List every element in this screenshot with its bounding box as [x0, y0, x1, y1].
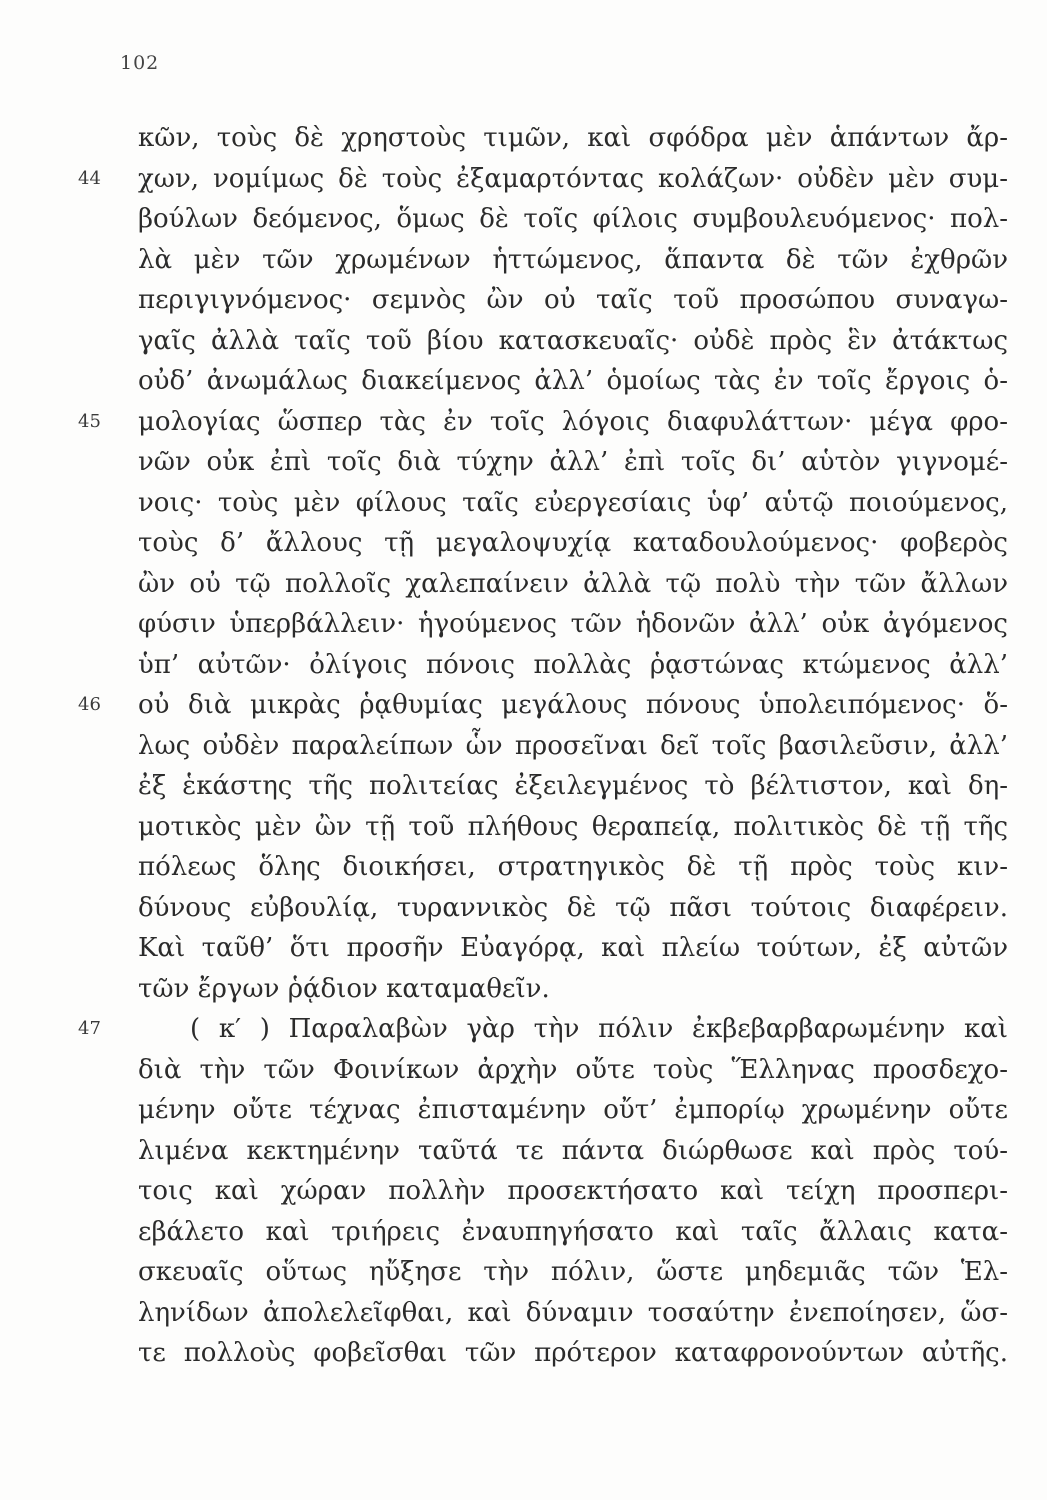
line-text: περιγιγνόμενος· σεμνὸς ὢν οὐ ταῖς τοῦ προσώπου συναγω- — [138, 285, 1008, 315]
line-text: χων, νομίμως δὲ τοὺς ἐξαμαρτόντας κολάζων· οὐδὲν μὲν συμ- — [138, 163, 1008, 194]
line-text: τοις καὶ χώραν πολλὴν προσεκτήσατο καὶ τείχη προσπερι- — [138, 1176, 1008, 1206]
section-number: 44 — [78, 167, 101, 189]
line-text: δύνους εὐβουλίᾳ, τυραννικὸς δὲ τῷ πᾶσι τούτοις διαφέρειν. — [138, 892, 1008, 923]
page-number: 102 — [120, 52, 160, 74]
text-line — [78, 888, 1008, 929]
text-line — [78, 969, 1008, 1010]
text-line — [78, 928, 1008, 969]
line-text: μοτικὸς μὲν ὢν τῇ τοῦ πλήθους θεραπείᾳ, πολιτικὸς δὲ τῇ τῆς — [138, 811, 1008, 842]
line-text: νῶν οὐκ ἐπὶ τοῖς διὰ τύχην ἀλλ’ ἐπὶ τοῖς δι’ αὑτὸν γιγνομέ- — [138, 447, 1008, 477]
text-line — [78, 199, 1008, 240]
line-text: ἐξ ἑκάστης τῆς πολιτείας ἐξειλεγμένος τὸ βέλτιστον, καὶ δη- — [138, 771, 1008, 801]
text-line — [78, 645, 1008, 686]
text-line — [78, 321, 1008, 362]
greek-text-body — [78, 118, 1008, 1374]
line-text: οὐδ’ ἀνωμάλως διακείμενος ἀλλ’ ὁμοίως τὰς ἐν τοῖς ἔργοις ὁ- — [138, 366, 1008, 396]
line-text: λιμένα κεκτημένην ταῦτά τε πάντα διώρθωσε καὶ πρὸς τού- — [138, 1135, 1008, 1166]
line-text: φύσιν ὑπερβάλλειν· ἡγούμενος τῶν ἡδονῶν ἀλλ’ οὐκ ἀγόμενος — [138, 609, 1008, 639]
line-text: εβάλετο καὶ τριήρεις ἐναυπηγήσατο καὶ ταῖς ἄλλαις κατα- — [138, 1216, 1008, 1247]
text-line — [78, 442, 1008, 483]
line-text: ( κ′ ) Παραλαβὼν γὰρ τὴν πόλιν ἐκβεβαρβαρωμένην καὶ — [190, 1014, 1008, 1044]
text-line — [78, 523, 1008, 564]
text-line — [78, 280, 1008, 321]
line-text: ὑπ’ αὐτῶν· ὀλίγοις πόνοις πολλὰς ῥᾳστώνας κτώμενος ἀλλ’ — [138, 649, 1008, 680]
text-line — [78, 766, 1008, 807]
section-number: 45 — [78, 410, 101, 432]
text-line — [78, 1050, 1008, 1091]
line-text: ληνίδων ἀπολελεῖφθαι, καὶ δύναμιν τοσαύτην ἐνεποίησεν, ὥσ- — [138, 1297, 1008, 1328]
text-line — [78, 1293, 1008, 1334]
line-text: ὢν οὐ τῷ πολλοῖς χαλεπαίνειν ἀλλὰ τῷ πολὺ τὴν τῶν ἄλλων — [138, 568, 1008, 599]
line-text: μολογίας ὥσπερ τὰς ἐν τοῖς λόγοις διαφυλάττων· μέγα φρο- — [138, 406, 1008, 437]
text-line — [78, 564, 1008, 605]
text-line — [78, 483, 1008, 524]
line-text: διὰ τὴν τῶν Φοινίκων ἀρχὴν οὔτε τοὺς Ἕλληνας προσδεχο- — [138, 1054, 1008, 1085]
line-text: πόλεως ὅλης διοικήσει, στρατηγικὸς δὲ τῇ πρὸς τοὺς κιν- — [138, 852, 1008, 882]
line-text: λως οὐδὲν παραλείπων ὧν προσεῖναι δεῖ τοῖς βασιλεῦσιν, ἀλλ’ — [138, 730, 1008, 761]
section-number: 47 — [78, 1018, 101, 1039]
line-text: βούλων δεόμενος, ὅμως δὲ τοῖς φίλοις συμβουλευόμενος· πολ- — [138, 204, 1008, 234]
line-text: σκευαῖς οὕτως ηὔξησε τὴν πόλιν, ὥστε μηδεμιᾶς τῶν Ἑλ- — [138, 1257, 1008, 1287]
text-line — [78, 1131, 1008, 1172]
line-text: γαῖς ἀλλὰ ταῖς τοῦ βίου κατασκευαῖς· οὐδὲ πρὸς ἓν ἀτάκτως — [138, 325, 1008, 356]
text-line — [78, 1009, 1008, 1050]
text-line — [78, 726, 1008, 767]
section-number: 46 — [78, 694, 101, 715]
line-text: τῶν ἔργων ῥᾴδιον καταμαθεῖν. — [138, 973, 550, 1004]
line-text: λὰ μὲν τῶν χρωμένων ἡττώμενος, ἅπαντα δὲ τῶν ἐχθρῶν — [138, 244, 1008, 275]
text-line — [78, 361, 1008, 402]
line-text: μένην οὔτε τέχνας ἐπισταμένην οὔτ’ ἐμπορίῳ χρωμένην οὔτε — [138, 1095, 1008, 1125]
text-line — [78, 807, 1008, 848]
text-line — [78, 1171, 1008, 1212]
line-text: νοις· τοὺς μὲν φίλους ταῖς εὐεργεσίαις ὑφ’ αὑτῷ ποιούμενος, — [138, 487, 1008, 518]
text-line — [78, 118, 1008, 159]
text-line — [78, 1090, 1008, 1131]
line-text: οὐ διὰ μικρὰς ῥᾳθυμίας μεγάλους πόνους ὑπολειπόμενος· ὅ- — [138, 690, 1008, 720]
text-line — [78, 1333, 1008, 1374]
text-line — [78, 240, 1008, 281]
text-line — [78, 1252, 1008, 1293]
line-text: κῶν, τοὺς δὲ χρηστοὺς τιμῶν, καὶ σφόδρα μὲν ἁπάντων ἄρ- — [138, 123, 1008, 153]
text-line — [78, 604, 1008, 645]
text-line — [78, 159, 1008, 200]
text-line — [78, 402, 1008, 443]
line-text: τοὺς δ’ ἄλλους τῇ μεγαλοψυχίᾳ καταδουλούμενος· φοβερὸς — [138, 528, 1008, 558]
line-text: Καὶ ταῦθ’ ὅτι προσῆν Εὐαγόρᾳ, καὶ πλείω τούτων, ἐξ αὐτῶν — [138, 933, 1008, 963]
text-line — [78, 847, 1008, 888]
line-text: τε πολλοὺς φοβεῖσθαι τῶν πρότερον καταφρονούντων αὐτῆς. — [138, 1338, 1008, 1368]
text-line — [78, 1212, 1008, 1253]
text-line — [78, 685, 1008, 726]
